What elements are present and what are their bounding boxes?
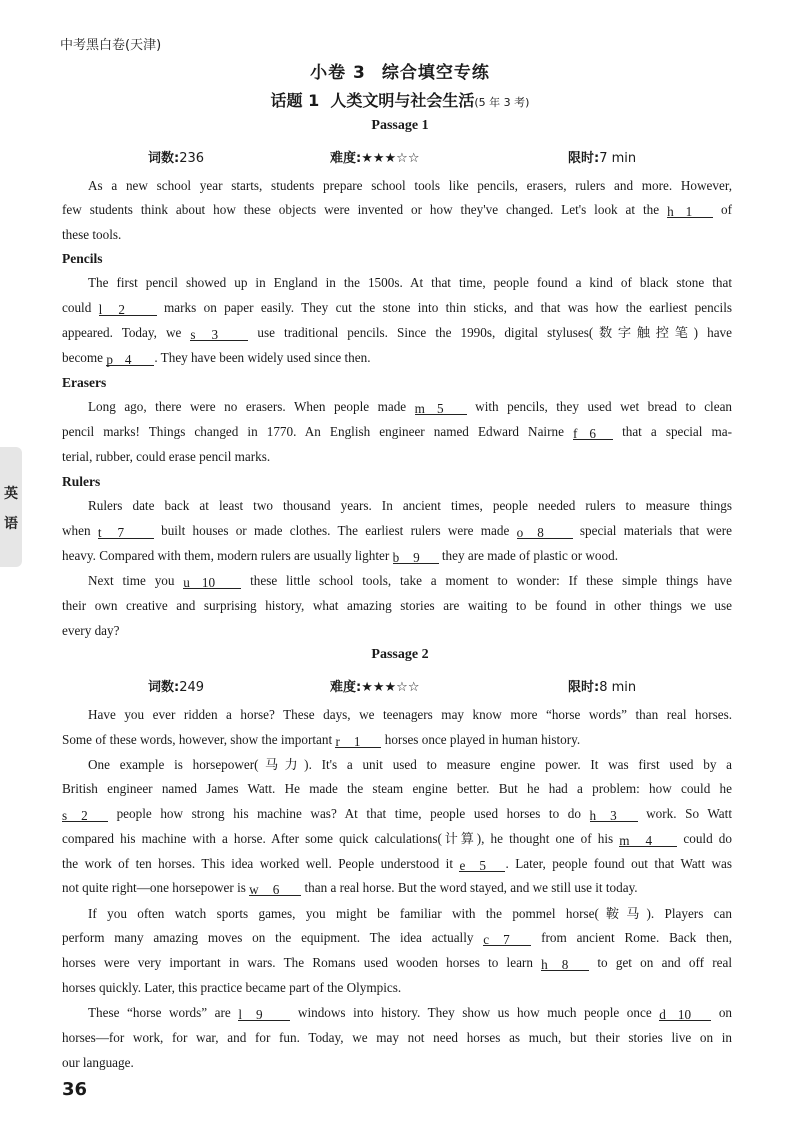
passage2-line: not quite right—one horsepower is w 6 than a real horse. But the word stayed, and we still use it today.	[62, 880, 638, 897]
side-tab-char: 语	[4, 516, 18, 532]
passage2-blank-4[interactable]: m 4	[619, 833, 677, 847]
passage1-blank-2[interactable]: l 2	[99, 302, 157, 316]
passage2-line: our language.	[62, 1055, 134, 1070]
passage1-line: few students think about how these objects were invented or how they've changed. Let's look at the h 1 of	[62, 202, 732, 219]
passage1-line: The first pencil showed up in England in the 1500s. At that time, people found a kind of black stone that	[88, 275, 732, 290]
passage2-blank-7[interactable]: c 7	[483, 932, 531, 946]
passage1-title: Passage 1	[371, 118, 429, 133]
passage1-line: when t 7 built houses or made clothes. The earliest rulers were made o 8 special materials that were	[62, 523, 732, 540]
passage1-line: become p 4 . They have been widely used since then.	[62, 350, 371, 367]
passage2-blank-8[interactable]: h 8	[541, 957, 589, 971]
passage2-line: horses—for work, for war, and for fun. Today, we may not need horses as much, but their stories live on in	[62, 1030, 732, 1045]
section-title-text: 综合填空专练	[381, 63, 490, 83]
passage2-blank-3[interactable]: h 3	[590, 808, 638, 822]
passage1-blank-7[interactable]: t 7	[98, 525, 154, 539]
passage2-blank-1[interactable]: r 1	[335, 734, 381, 748]
passage1-blank-5[interactable]: m 5	[415, 401, 467, 415]
passage1-line: could l 2 marks on paper easily. They cut the stone into thin sticks, and that was how the earliest pencils	[62, 300, 732, 317]
passage2-blank-9[interactable]: l 9	[238, 1007, 290, 1021]
passage2-title: Passage 2	[371, 647, 429, 662]
passage2-blank-5[interactable]: e 5	[459, 858, 505, 872]
topic-text: 人类文明与社会生活	[330, 91, 475, 110]
heading-erasers: Erasers	[62, 375, 107, 390]
passage1-blank-1[interactable]: h 1	[667, 204, 713, 218]
section-title	[0, 58, 800, 83]
passage1-line: Next time you u 10 these little school tools, take a moment to wonder: If these simple things have	[88, 573, 732, 590]
passage1-blank-9[interactable]: b 9	[393, 550, 439, 564]
passage2-difficulty: 难度:★★★☆☆	[330, 680, 420, 695]
topic-title	[0, 88, 800, 111]
passage1-difficulty: 难度:★★★☆☆	[330, 151, 420, 166]
heading-pencils: Pencils	[62, 251, 103, 266]
passage2-blank-10[interactable]: d 10	[659, 1007, 711, 1021]
heading-rulers: Rulers	[62, 474, 101, 489]
passage2-line: horses quickly. Later, this practice became part of the Olympics.	[62, 980, 402, 995]
topic-note: (5 年 3 考)	[474, 96, 530, 109]
passage2-line: horses were very important in wars. The Romans used wooden horses to learn h 8 to get on and off real	[62, 955, 732, 972]
passage2-line: British engineer named James Watt. He made the steam engine better. But he had a problem: how could he	[62, 781, 732, 796]
passage1-line: appeared. Today, we s 3 use traditional pencils. Since the 1990s, digital styluses(数字触控笔) have	[62, 325, 733, 342]
passage1-blank-4[interactable]: p 4	[106, 352, 154, 366]
passage2-line: If you often watch sports games, you might be familiar with the pommel horse(鞍马). Players can	[88, 906, 732, 921]
passage1-blank-3[interactable]: s 3	[190, 327, 248, 341]
passage1-line: every day?	[62, 623, 120, 638]
passage2-line: One example is horsepower(马力). It's a unit used to measure engine power. It was first used by a	[88, 757, 732, 772]
passage1-blank-8[interactable]: o 8	[517, 525, 573, 539]
passage1-line: As a new school year starts, students prepare school tools like pencils, erasers, rulers and more. However,	[88, 178, 732, 193]
passage2-line: Some of these words, however, show the important r 1 horses once played in human history.	[62, 732, 581, 749]
passage2-blank-2[interactable]: s 2	[62, 808, 108, 822]
topic-label: 话题 1	[270, 91, 320, 110]
passage1-word-count: 词数:236	[148, 151, 205, 166]
side-tab-char: 英	[4, 486, 18, 502]
passage2-blank-6[interactable]: w 6	[249, 882, 301, 896]
passage1-line: terial, rubber, could erase pencil marks.	[62, 449, 271, 464]
passage1-line: pencil marks! Things changed in 1770. An English engineer named Edward Nairne f 6 that a special ma-	[62, 424, 732, 441]
passage2-line: the work of ten horses. This idea worked well. People understood it e 5 . Later, people found out that Watt was	[62, 856, 732, 873]
passage1-blank-6[interactable]: f 6	[573, 426, 613, 440]
passage1-line: their own creative and surprising history, what amazing stories are waiting to be found in other things we use	[62, 598, 732, 613]
passage1-time-limit: 限时:7 min	[568, 151, 637, 166]
passage2-line: Have you ever ridden a horse? These days, we teenagers may know more “horse words” than real horses.	[88, 707, 732, 722]
passage2-line: perform many amazing moves on the equipment. The idea actually c 7 from ancient Rome. Back then,	[62, 930, 732, 947]
passage2-line: These “horse words” are l 9 windows into history. They show us how much people once d 10 on	[88, 1005, 733, 1022]
passage2-time-limit: 限时:8 min	[568, 680, 637, 695]
subject-side-tab	[0, 447, 22, 567]
passage1-line: heavy. Compared with them, modern rulers are usually lighter b 9 they are made of plastic or wood.	[62, 548, 619, 565]
passage1-blank-10[interactable]: u 10	[183, 575, 241, 589]
passage2-line: compared his machine with a horse. After some quick calculations(计算), he thought one of his m 4 could do	[62, 831, 732, 848]
passage2-line: s 2 people how strong his machine was? At that time, people used horses to do h 3 work. So Watt	[62, 806, 732, 823]
page-number: 36	[62, 1079, 88, 1100]
passage1-line: these tools.	[62, 227, 122, 242]
section-title-number: 小卷 3	[310, 63, 366, 83]
passage2-word-count: 词数:249	[148, 680, 205, 695]
book-header: 中考黑白卷(天津)	[60, 38, 162, 53]
passage1-line: Rulers date back at least two thousand years. In ancient times, people needed rulers to measure things	[88, 498, 732, 513]
passage1-line: Long ago, there were no erasers. When people made m 5 with pencils, they used wet bread to clean	[88, 399, 733, 416]
